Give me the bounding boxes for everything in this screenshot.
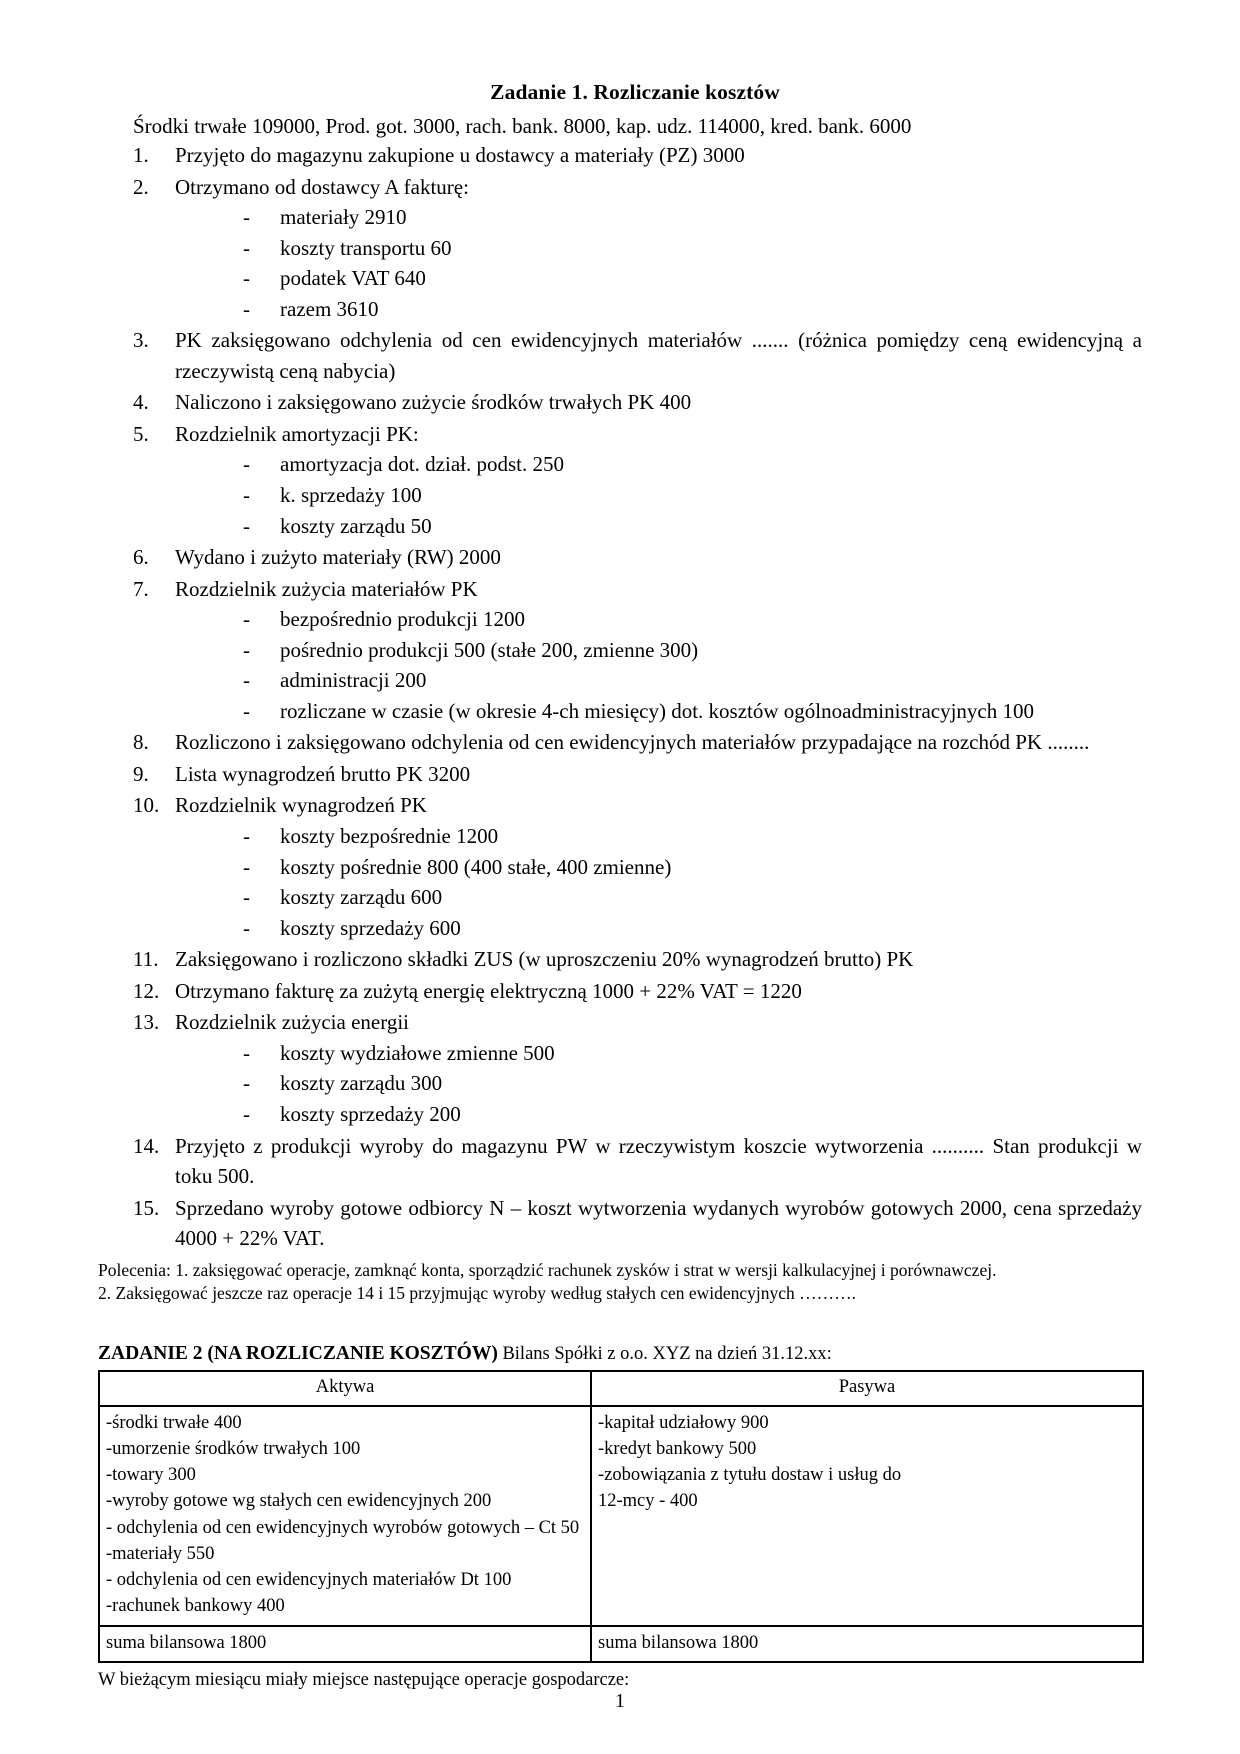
dash-bullet-icon: - bbox=[243, 513, 250, 538]
polecenia-line-1: Polecenia: 1. zaksięgować operacje, zamknąć konta, sporządzić rachunek zysków i strat w wersji kalkulacyjnej i porównawczej. bbox=[98, 1259, 997, 1280]
zadanie2-heading bbox=[0, 1342, 1240, 1365]
footer-note: W bieżącym miesiącu miały miejsce następujące operacje gospodarcze: bbox=[98, 1669, 630, 1690]
operation-subitem-text: razem 3610 bbox=[280, 296, 379, 321]
balance-line-item: -zobowiązania z tytułu dostaw i usług do bbox=[598, 1465, 902, 1486]
operation-number: 12. bbox=[133, 978, 160, 1003]
operation-subitem-text: koszty zarządu 50 bbox=[280, 513, 432, 538]
operation-text: Otrzymano od dostawcy A fakturę: bbox=[175, 174, 469, 199]
column-header-pasywa: Pasywa bbox=[591, 1371, 1143, 1405]
dash-bullet-icon: - bbox=[243, 266, 250, 291]
operation-text: Naliczono i zaksięgowano zużycie środków trwałych PK 400 bbox=[175, 390, 692, 415]
dash-bullet-icon: - bbox=[243, 1101, 250, 1126]
operation-number: 5. bbox=[133, 421, 149, 446]
operation-subitem-text: k. sprzedaży 100 bbox=[280, 483, 422, 508]
page-number: 1 bbox=[615, 1690, 625, 1712]
dash-bullet-icon: - bbox=[243, 452, 250, 477]
suma-bilansowa-pasywa: suma bilansowa 1800 bbox=[591, 1626, 1143, 1662]
operation-number: 2. bbox=[133, 174, 149, 199]
dash-bullet-icon: - bbox=[243, 1040, 250, 1065]
balance-line-item: -środki trwałe 400 bbox=[106, 1412, 242, 1433]
balance-line-item: -kredyt bankowy 500 bbox=[598, 1438, 757, 1459]
operation-item bbox=[133, 1007, 1142, 1129]
operation-subitem bbox=[175, 635, 1142, 666]
operation-text: Rozdzielnik zużycia materiałów PK bbox=[175, 576, 478, 601]
operation-text: Przyjęto do magazynu zakupione u dostawcy a materiały (PZ) 3000 bbox=[175, 143, 745, 167]
balance-line-item: -wyroby gotowe wg stałych cen ewidencyjnych 200 bbox=[106, 1491, 492, 1512]
dash-bullet-icon: - bbox=[243, 637, 250, 662]
operation-sublist bbox=[175, 821, 1142, 943]
operation-subitem bbox=[175, 1038, 1142, 1069]
balance-line-item: -towary 300 bbox=[106, 1465, 196, 1486]
dash-bullet-icon: - bbox=[243, 607, 250, 632]
operation-subitem-text: koszty pośrednie 800 (400 stałe, 400 zmienne) bbox=[280, 854, 672, 879]
operation-number: 4. bbox=[133, 390, 149, 415]
balance-line-item: - odchylenia od cen ewidencyjnych wyrobów gotowych – Ct 50 bbox=[106, 1517, 580, 1538]
operation-subitem-text: koszty wydziałowe zmienne 500 bbox=[280, 1040, 555, 1065]
operation-subitem bbox=[175, 202, 1142, 233]
operation-number: 1. bbox=[133, 143, 149, 167]
operation-subitem-text: koszty transportu 60 bbox=[280, 235, 452, 260]
operation-subitem-text: koszty sprzedaży 600 bbox=[280, 915, 461, 940]
operation-text: Sprzedano wyroby gotowe odbiorcy N – koszt wytworzenia wydanych wyrobów gotowych 2000, cena sprzedaży 4000 + 22% VAT. bbox=[175, 1195, 1142, 1251]
operation-subitem-text: materiały 2910 bbox=[280, 205, 407, 230]
balance-line-item: -umorzenie środków trwałych 100 bbox=[106, 1438, 361, 1459]
polecenia-line-2: 2. Zaksięgować jeszcze raz operacje 14 i 15 przyjmując wyroby według stałych cen ewidencyjnych ………. bbox=[98, 1282, 857, 1303]
operation-subitem bbox=[175, 882, 1142, 913]
table-row-sum bbox=[99, 1626, 1143, 1662]
operation-sublist bbox=[175, 449, 1142, 541]
operation-number: 15. bbox=[133, 1195, 160, 1220]
operation-item bbox=[133, 727, 1142, 758]
balance-line-item: - odchylenia od cen ewidencyjnych materiałów Dt 100 bbox=[106, 1570, 512, 1591]
dash-bullet-icon: - bbox=[243, 296, 250, 321]
operation-subitem-text: koszty zarządu 300 bbox=[280, 1071, 443, 1096]
operation-item bbox=[133, 944, 1142, 975]
operation-text: Zaksięgowano i rozliczono składki ZUS (w uproszczeniu 20% wynagrodzeń brutto) PK bbox=[175, 947, 914, 972]
pasywa-items-cell bbox=[591, 1406, 1143, 1626]
dash-bullet-icon: - bbox=[243, 915, 250, 940]
operation-item bbox=[133, 759, 1142, 790]
operation-item bbox=[133, 419, 1142, 541]
operation-subitem bbox=[175, 233, 1142, 264]
operation-number: 7. bbox=[133, 576, 149, 601]
operation-item bbox=[133, 1193, 1142, 1254]
operation-item bbox=[133, 172, 1142, 325]
operation-item bbox=[133, 387, 1142, 418]
balance-line-item: 12-mcy - 400 bbox=[598, 1491, 698, 1512]
operation-text: Rozdzielnik amortyzacji PK: bbox=[175, 421, 419, 446]
column-header-aktywa: Aktywa bbox=[99, 1371, 591, 1405]
balance-sheet-table bbox=[98, 1370, 1144, 1663]
operation-number: 10. bbox=[133, 793, 160, 818]
polecenia-block bbox=[0, 1259, 1240, 1305]
operations-list bbox=[0, 140, 1240, 1254]
operation-text: Wydano i zużyto materiały (RW) 2000 bbox=[175, 545, 501, 570]
operation-text: PK zaksięgowano odchylenia od cen ewidencyjnych materiałów ....... (różnica pomiędzy ceną ewidencyjną a rzeczywistą ceną nabycia) bbox=[175, 328, 1142, 383]
operation-subitem-text: rozliczane w czasie (w okresie 4-ch miesięcy) dot. kosztów ogólnoadministracyjnych 100 bbox=[280, 698, 1035, 723]
operation-subitem bbox=[175, 604, 1142, 635]
operation-subitem-text: koszty sprzedaży 200 bbox=[280, 1101, 461, 1126]
balance-line-item: -kapitał udziałowy 900 bbox=[598, 1412, 769, 1433]
operation-subitem bbox=[175, 696, 1142, 727]
operation-sublist bbox=[175, 202, 1142, 324]
operation-item bbox=[133, 976, 1142, 1007]
operation-item bbox=[133, 790, 1142, 943]
operation-item bbox=[133, 1131, 1142, 1192]
dash-bullet-icon: - bbox=[243, 483, 250, 508]
operation-subitem-text: pośrednio produkcji 500 (stałe 200, zmienne 300) bbox=[280, 637, 699, 662]
zadanie2-title-rest: Bilans Spółki z o.o. XYZ na dzień 31.12.xx: bbox=[497, 1343, 832, 1364]
operation-subitem bbox=[175, 1099, 1142, 1130]
operation-subitem-text: koszty bezpośrednie 1200 bbox=[280, 824, 499, 849]
operation-subitem-text: koszty zarządu 600 bbox=[280, 885, 443, 910]
operation-subitem bbox=[175, 665, 1142, 696]
operation-subitem bbox=[175, 449, 1142, 480]
zadanie2-title-strong: ZADANIE 2 (NA ROZLICZANIE KOSZTÓW) bbox=[98, 1342, 498, 1364]
operation-subitem bbox=[175, 852, 1142, 883]
operation-number: 14. bbox=[133, 1133, 160, 1158]
operation-text: Otrzymano fakturę za zużytą energię elektryczną 1000 + 22% VAT = 1220 bbox=[175, 978, 802, 1003]
operation-number: 9. bbox=[133, 761, 149, 786]
intro-balances-line: Środki trwałe 109000, Prod. got. 3000, rach. bank. 8000, kap. udz. 114000, kred. bank. 6000 bbox=[133, 114, 912, 138]
operation-text: Rozliczono i zaksięgowano odchylenia od cen ewidencyjnych materiałów przypadające na rozchód PK ........ bbox=[175, 730, 1090, 755]
operation-number: 3. bbox=[133, 328, 149, 353]
operation-subitem-text: administracji 200 bbox=[280, 668, 427, 693]
operation-text: Przyjęto z produkcji wyroby do magazynu PW w rzeczywistym koszcie wytworzenia .......... Stan produkcji w toku 500. bbox=[175, 1133, 1142, 1189]
operation-subitem-text: bezpośrednio produkcji 1200 bbox=[280, 607, 525, 632]
balance-line-item: -materiały 550 bbox=[106, 1543, 215, 1564]
operation-subitem bbox=[175, 263, 1142, 294]
operation-text: Rozdzielnik zużycia energii bbox=[175, 1010, 410, 1035]
operation-subitem bbox=[175, 1068, 1142, 1099]
suma-bilansowa-aktywa: suma bilansowa 1800 bbox=[99, 1626, 591, 1662]
operation-subitem bbox=[175, 511, 1142, 542]
operation-subitem bbox=[175, 821, 1142, 852]
operation-subitem bbox=[175, 294, 1142, 325]
operation-subitem-text: podatek VAT 640 bbox=[280, 266, 426, 291]
dash-bullet-icon: - bbox=[243, 1071, 250, 1096]
dash-bullet-icon: - bbox=[243, 854, 250, 879]
operation-subitem-text: amortyzacja dot. dział. podst. 250 bbox=[280, 452, 565, 477]
table-row bbox=[99, 1406, 1143, 1626]
operation-item bbox=[133, 325, 1142, 386]
operation-number: 6. bbox=[133, 545, 149, 570]
table-header-row bbox=[99, 1371, 1143, 1405]
page-title: Zadanie 1. Rozliczanie kosztów bbox=[490, 80, 780, 104]
dash-bullet-icon: - bbox=[243, 668, 250, 693]
operation-item bbox=[133, 542, 1142, 573]
operation-sublist bbox=[175, 1038, 1142, 1130]
operation-subitem bbox=[175, 913, 1142, 944]
dash-bullet-icon: - bbox=[243, 824, 250, 849]
operation-text: Rozdzielnik wynagrodzeń PK bbox=[175, 793, 427, 818]
operation-number: 13. bbox=[133, 1010, 160, 1035]
dash-bullet-icon: - bbox=[243, 205, 250, 230]
operation-sublist bbox=[175, 604, 1142, 726]
operation-item bbox=[133, 140, 1142, 171]
operation-subitem bbox=[175, 480, 1142, 511]
dash-bullet-icon: - bbox=[243, 698, 250, 723]
balance-line-item: -rachunek bankowy 400 bbox=[106, 1596, 285, 1617]
operation-item bbox=[133, 574, 1142, 727]
operation-text: Lista wynagrodzeń brutto PK 3200 bbox=[175, 761, 471, 786]
dash-bullet-icon: - bbox=[243, 235, 250, 260]
operation-number: 8. bbox=[133, 730, 149, 755]
dash-bullet-icon: - bbox=[243, 885, 250, 910]
aktywa-items-cell bbox=[99, 1406, 591, 1626]
operation-number: 11. bbox=[133, 947, 159, 972]
